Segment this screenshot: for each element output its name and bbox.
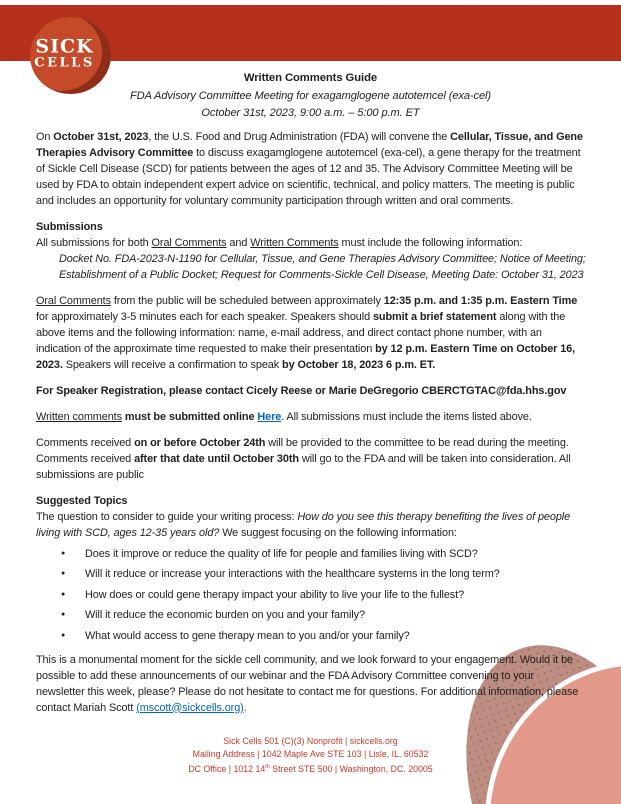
comment-deadlines-paragraph xyxy=(36,435,585,483)
text-segment: will be provided to the committee to be read during the meeting. Comments received xyxy=(36,436,569,465)
text-segment: to discuss exagamglogene autotemcel (exa-cel), a gene therapy for the treatment of Sickle Cell Disease (SCD) for patients between the ages of 12 and 35. The Advisory Committee Meeting will be used by FDA to obtain independent expert advice on scientific, technical, and policy matters. The meeting is public and includes an opportunity for voluntary community participation through written and oral comments. xyxy=(36,146,581,207)
text-segment: Cellular, Tissue, and Gene Therapies Advisory Committee xyxy=(36,130,583,159)
text-segment: Written Comments xyxy=(250,236,339,249)
logo-text-cells: CELLS xyxy=(34,55,95,71)
text-segment: by October 18, 2023 6 p.m. ET. xyxy=(282,358,436,371)
oral-comments-paragraph xyxy=(36,293,585,373)
here-link[interactable]: Here xyxy=(257,410,282,423)
logo-wordmark xyxy=(30,37,99,70)
topic-item-access-meaning: ● What would access to gene therapy mean to you and/or your family? xyxy=(85,628,585,644)
text-segment: and xyxy=(226,236,251,249)
text-segment: Speakers will receive a confirmation to speak xyxy=(62,358,283,371)
text-segment: Comments received xyxy=(36,436,135,449)
text-segment: by 12 p.m. Eastern Time on October 16, 2023. xyxy=(36,342,576,371)
submissions-intro xyxy=(36,235,585,251)
document-subtitle-meeting: FDA Advisory Committee Meeting for exagamglogene autotemcel (exa-cel) xyxy=(130,89,491,102)
suggested-topics-list xyxy=(36,546,585,644)
text-segment: For Speaker Registration, please contact Cicely Reese or Marie DeGregorio CBERCTGTAC@fda.hhs.gov xyxy=(36,384,567,397)
text-segment: Street STE 500 | Washington, DC. 20005 xyxy=(269,763,433,774)
text-segment: . All submissions must include the items listed above. xyxy=(281,410,532,423)
text-segment: The question to consider to guide your writing process: xyxy=(36,510,298,523)
footer-line-mailing-address: Mailing Address | 1042 Maple Ave STE 103 | Lisle, IL. 60532 xyxy=(192,749,429,759)
suggested-topics-heading: Suggested Topics xyxy=(36,494,128,507)
sick-cells-logo xyxy=(30,17,111,94)
document-header xyxy=(36,70,585,123)
docket-reference xyxy=(59,251,585,283)
text-segment: must include the following information: xyxy=(338,236,523,249)
docket-line-1: Docket No. FDA-2023-N-1190 for Cellular, Tissue, and Gene Therapies Advisory Committee; Notice of Meeting; xyxy=(59,252,586,265)
text-segment: All submissions for both xyxy=(36,236,152,249)
text-segment: How do you see this therapy benefiting the lives of people living with SCD, ages 12-35 years old? xyxy=(36,510,571,539)
topic-item-quality-of-life: ● Does it improve or reduce the quality of life for people and families living with SCD? xyxy=(85,546,585,562)
text-segment: from the public will be scheduled between approximately xyxy=(110,294,384,307)
footer-line-dc-office xyxy=(0,761,621,776)
intro-paragraph xyxy=(36,129,585,209)
text-segment: , the U.S. Food and Drug Administration (FDA) will convene the xyxy=(148,130,451,143)
email-link[interactable]: (mscott@sickcells.org) xyxy=(136,701,244,714)
text-segment: . xyxy=(243,701,247,714)
text-segment: on or before October 24th xyxy=(134,436,266,449)
text-segment: Oral Comments xyxy=(36,294,111,307)
topic-item-healthcare-interactions: ● Will it reduce or increase your interactions with the healthcare systems in the long term? xyxy=(85,566,585,582)
speaker-registration-paragraph xyxy=(36,383,585,399)
text-segment: th xyxy=(265,764,270,770)
text-segment: Written comments xyxy=(36,410,122,423)
closing-paragraph xyxy=(36,652,585,716)
text-segment: 12:35 p.m. and 1:35 p.m. Eastern Time xyxy=(383,294,578,307)
text-segment: after that date until October 30th xyxy=(134,452,299,465)
text-segment: We suggest focusing on the following information: xyxy=(219,526,457,539)
text-segment: along with the above items and the following information: name, e-mail address, and direct contact phone number, with an indication of the approximate time requested to make their presentation xyxy=(36,310,566,355)
text-segment: On xyxy=(36,130,54,143)
document-title: Written Comments Guide xyxy=(243,72,378,84)
document-body xyxy=(36,70,585,726)
footer xyxy=(0,735,621,776)
text-segment: This is a monumental moment for the sickle cell community, and we look forward to your engagement. Would it be possible to add these announcements of our webinar and the FDA Advisory Committee convening to your newsletter this week, please? Please do not hesitate to contact me for questions. For additional information, please contact Mariah Scott xyxy=(36,653,579,714)
text-segment: October 31st, 2023 xyxy=(53,130,149,143)
text-segment: Oral Comments xyxy=(151,236,227,249)
text-segment: for approximately 3-5 minutes each for each speaker. Speakers should xyxy=(36,310,373,323)
submissions-heading: Submissions xyxy=(36,220,103,233)
text-segment: submit a brief statement xyxy=(372,310,497,323)
text-segment: DC Office | 1012 14 xyxy=(188,763,266,774)
text-segment: must be submitted online xyxy=(124,410,255,423)
text-segment: will go to the FDA and will be taken into consideration. All submissions are public xyxy=(36,452,571,481)
document-subtitle-date: October 31st, 2023, 9:00 a.m. – 5:00 p.m. ET xyxy=(201,107,420,119)
topic-item-life-to-fullest: ● How does or could gene therapy impact your ability to live your life to the fullest? xyxy=(85,587,585,603)
suggested-topics-intro xyxy=(36,509,585,541)
topic-item-economic-burden: ● Will it reduce the economic burden on you and your family? xyxy=(85,607,585,623)
docket-line-2: Establishment of a Public Docket; Request for Comments-Sickle Cell Disease, Meeting Date: October 31, 2023 xyxy=(59,268,584,281)
written-comments-paragraph xyxy=(36,409,585,425)
footer-line-nonprofit: Sick Cells 501 (C)(3) Nonprofit | sickcells.org xyxy=(223,736,398,746)
logo-text-sick: SICK xyxy=(35,35,94,58)
